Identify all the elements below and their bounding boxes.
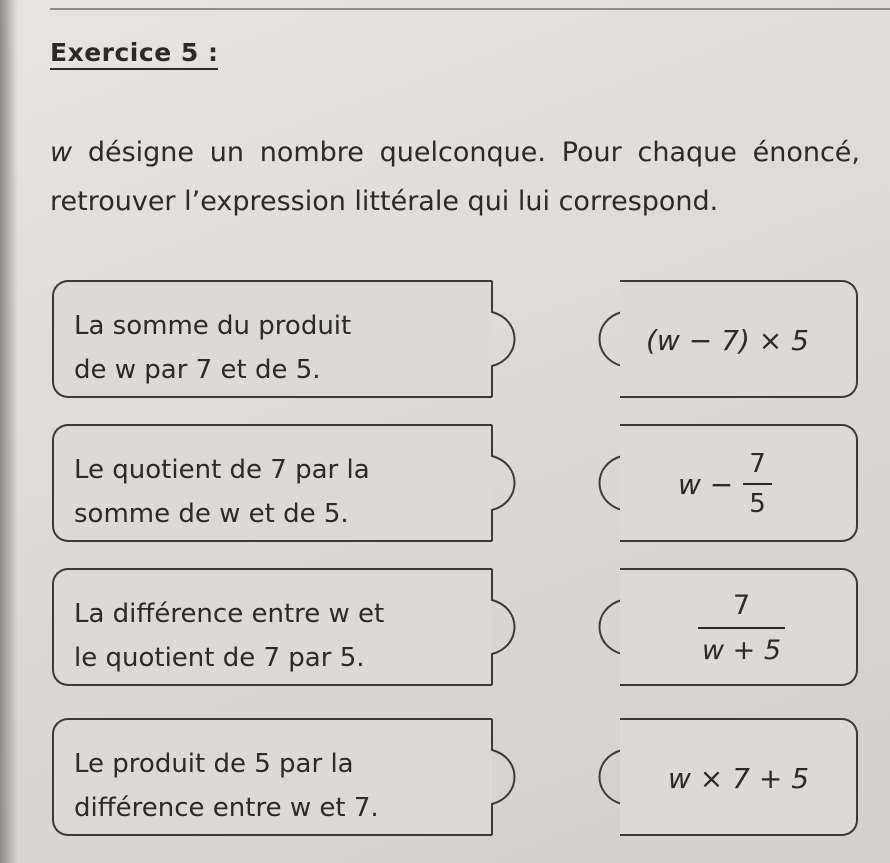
statement-card-3-line1: La différence entre w et: [74, 599, 385, 629]
statement-card-4[interactable]: [52, 718, 492, 836]
puzzle-tab-left-4: [490, 718, 540, 836]
statement-card-1-line2: de w par 7 et de 5.: [74, 355, 321, 385]
expression-4-text: w × 7 + 5: [668, 761, 810, 795]
statement-card-2[interactable]: [52, 424, 492, 542]
exercise-title: Exercice 5 :: [50, 38, 218, 70]
puzzle-tab-left-2: [490, 424, 540, 542]
expression-card-4[interactable]: [620, 718, 858, 836]
expression-3-numerator: 7: [732, 590, 751, 621]
statement-card-1-line1: La somme du produit: [74, 311, 352, 341]
expression-2: [678, 438, 772, 530]
expression-card-3[interactable]: [620, 568, 858, 686]
expression-2-denominator: 5: [749, 489, 766, 519]
page-edge-shadow: [0, 0, 18, 863]
expression-4: [668, 748, 809, 808]
statement-card-4-line2: différence entre w et 7.: [74, 793, 379, 823]
expression-card-2[interactable]: [620, 424, 858, 542]
expression-1-text: (w − 7) × 5: [646, 323, 809, 357]
puzzle-tab-left-3: [490, 568, 540, 686]
expression-3: [698, 580, 785, 676]
statement-card-4-text: [74, 742, 474, 830]
expression-1: [646, 312, 809, 368]
statement-card-1-text: [74, 304, 474, 392]
statement-card-4-line1: Le produit de 5 par la: [74, 749, 354, 779]
exercise-statement: [50, 128, 860, 226]
expression-card-1[interactable]: [620, 280, 858, 398]
statement-card-2-text: [74, 448, 474, 536]
expression-2-fraction: [743, 449, 772, 519]
puzzle-tab-left-1: [490, 280, 540, 398]
expression-2-numerator: 7: [743, 449, 772, 485]
top-rule: [50, 8, 890, 10]
statement-variable: w: [50, 137, 73, 168]
expression-2-lead: w −: [678, 467, 734, 501]
statement-card-2-line1: Le quotient de 7 par la: [74, 455, 370, 485]
statement-card-3[interactable]: [52, 568, 492, 686]
statement-card-1[interactable]: [52, 280, 492, 398]
statement-card-3-text: [74, 592, 474, 680]
expression-3-fraction: [698, 590, 785, 666]
statement-card-3-line2: le quotient de 7 par 5.: [74, 643, 365, 673]
statement-card-2-line2: somme de w et de 5.: [74, 499, 349, 529]
expression-3-denominator: w + 5: [698, 627, 785, 666]
statement-text: désigne un nombre quelconque. Pour chaque énoncé, retrouver l’expression littérale qui lui correspond.: [50, 137, 860, 217]
